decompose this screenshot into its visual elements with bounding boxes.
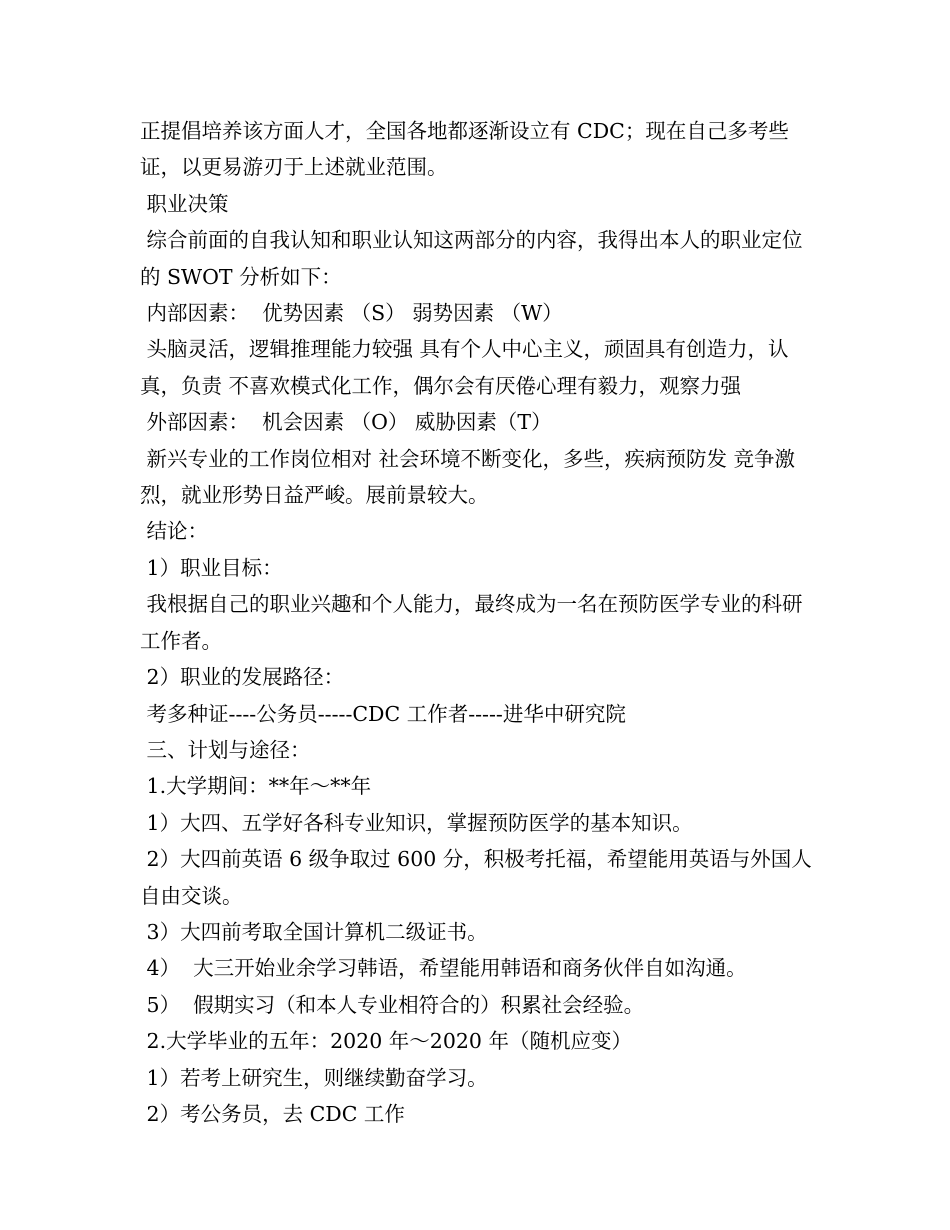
paragraph: 考多种证----公务员-----CDC 工作者-----进华中研究院: [140, 701, 626, 726]
section-heading: 职业决策: [140, 191, 229, 216]
list-item: 2）职业的发展路径：: [140, 665, 345, 690]
list-item: 4） 大三开始业余学习韩语，希望能用韩语和商务伙伴自如沟通。: [140, 956, 747, 981]
paragraph: 头脑灵活，逻辑推理能力较强 具有个人中心主义，顽固具有创造力，认真，负责 不喜欢模式化工作，偶尔会有厌倦心理有毅力，观察力强: [140, 337, 789, 398]
paragraph: 我根据自己的职业兴趣和个人能力，最终成为一名在预防医学专业的科研工作者。: [140, 592, 803, 653]
paragraph: 正提倡培养该方面人才，全国各地都逐渐设立有 CDC；现在自己多考些证，以更易游刃于上述就业范围。: [140, 119, 789, 180]
section-heading: 三、计划与途径：: [140, 737, 311, 762]
paragraph: 新兴专业的工作岗位相对 社会环境不断变化，多些，疾病预防发 竞争激烈，就业形势日益严峻。展前景较大。: [140, 446, 796, 508]
list-item: 5） 假期实习（和本人专业相符合的）积累社会经验。: [140, 992, 645, 1017]
list-item: 1）若考上研究生，则继续勤奋学习。: [140, 1065, 488, 1090]
subsection-heading: 1.大学期间：**年～**年: [140, 774, 372, 799]
section-heading: 结论：: [140, 519, 209, 544]
list-item: 1）职业目标：: [140, 555, 283, 580]
paragraph: 综合前面的自我认知和职业认知这两部分的内容，我得出本人的职业定位的 SWOT 分析如下：: [140, 228, 803, 289]
paragraph: 内部因素： 优势因素 （S） 弱势因素 （W）: [140, 301, 563, 326]
list-item: 3）大四前考取全国计算机二级证书。: [140, 919, 488, 944]
subsection-heading: 2.大学毕业的五年：2020 年～2020 年（随机应变）: [140, 1029, 632, 1054]
document-body: [140, 113, 820, 1132]
paragraph: 外部因素： 机会因素 （O） 威胁因素（T）: [140, 410, 552, 435]
list-item: 1）大四、五学好各科专业知识，掌握预防医学的基本知识。: [140, 810, 693, 835]
list-item: 2）考公务员，去 CDC 工作: [140, 1101, 405, 1126]
list-item: 2）大四前英语 6 级争取过 600 分，积极考托福，希望能用英语与外国人自由交谈。: [140, 847, 812, 908]
